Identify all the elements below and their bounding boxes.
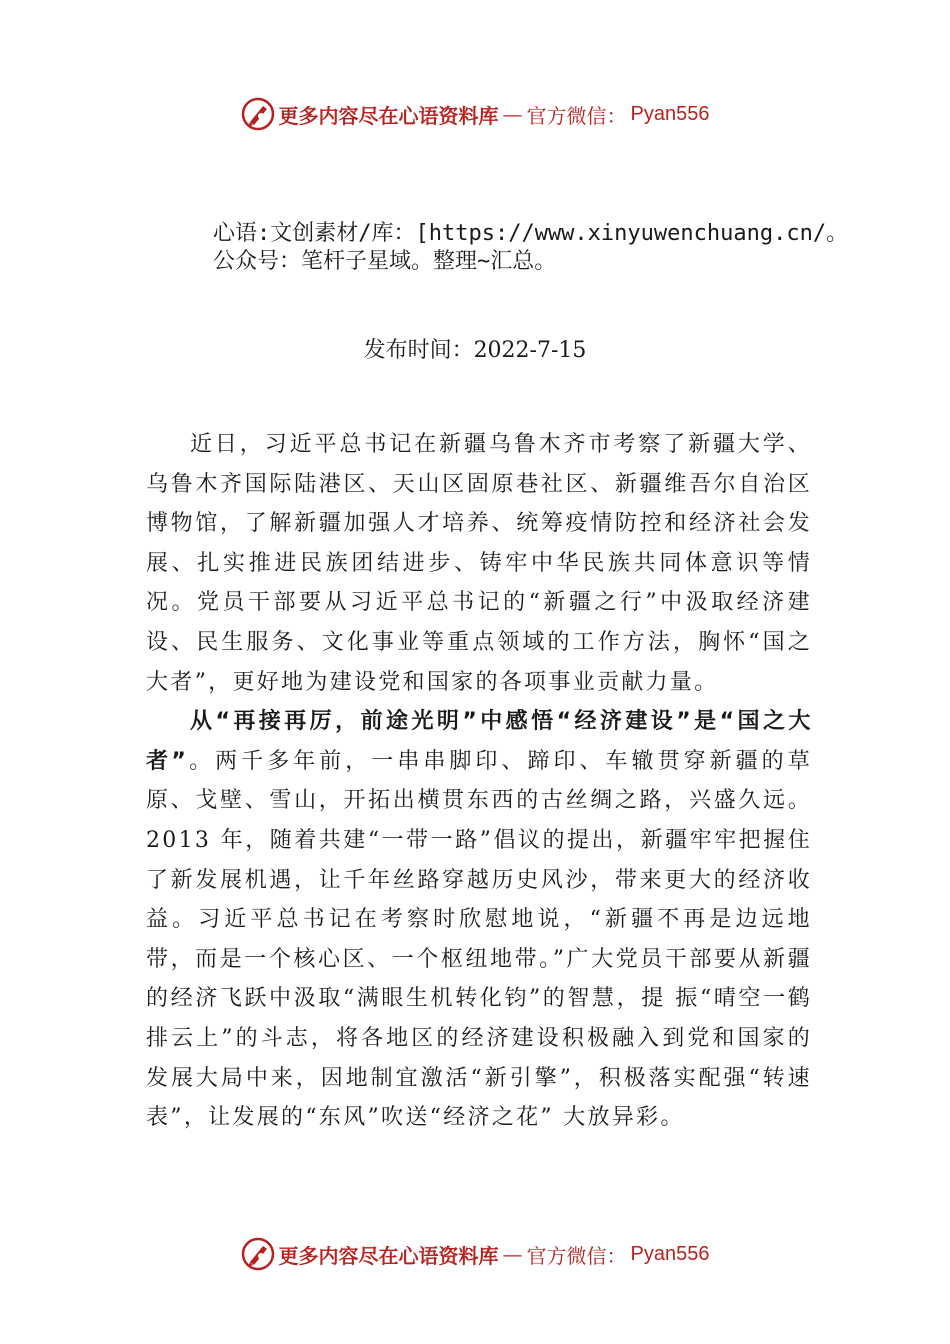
paragraph-1: 近日，习近平总书记在新疆乌鲁木齐市考察了新疆大学、乌鲁木齐国际陆港区、天山区固原巷社区、新疆维吾尔自治区博物馆，了解新疆加强人才培养、统筹疫情防控和经济社会发展、扎实推进民族团结进步、铸牢中华民族共同体意识等情况。党员干部要从习近平总书记的“新疆之行”中汲取经济建设、民生服务、文化事业等重点领域的工作方法，胸怀“国之大者”，更好地为建设党和国家的各项事业贡献力量。 <box>146 432 812 695</box>
publish-date: 发布时间：2022-7-15 <box>363 338 587 363</box>
pen-seal-logo-icon <box>241 97 275 131</box>
article-body <box>146 425 812 1138</box>
source-note: 心语:文创素材/库：[https://www.xinyuwenchuang.cn/。公众号：笔杆子星域。整理~汇总。 <box>213 221 849 274</box>
paragraph-2 <box>146 702 812 1138</box>
footer-banner <box>0 1232 950 1276</box>
paragraph-2-lead: 从“再接再厉，前途光明”中感悟“经济建设”是“国之大者” <box>146 709 812 774</box>
banner-wechat-id: Pyan556 <box>630 102 710 125</box>
header-banner <box>0 92 950 136</box>
header-banner-content <box>241 97 710 131</box>
banner-dash: — <box>502 102 523 126</box>
banner-wechat-label: 官方微信： <box>526 1243 627 1268</box>
banner-main-text: 更多内容尽在心语资料库 <box>278 1243 499 1268</box>
banner-wechat-label: 官方微信： <box>526 103 627 128</box>
banner-main-text: 更多内容尽在心语资料库 <box>278 103 499 128</box>
banner-wechat-id: Pyan556 <box>630 1242 710 1265</box>
banner-dash: — <box>502 1242 523 1266</box>
pen-seal-logo-icon <box>241 1237 275 1271</box>
footer-banner-content <box>241 1237 710 1271</box>
paragraph-2-body: 。两千多年前，一串串脚印、蹄印、车辙贯穿新疆的草原、戈壁、雪山，开拓出横贯东西的古丝绸之路，兴盛久远。2013 年，随着共建“一带一路”倡议的提出，新疆牢牢把握住了新发展机遇，让千年丝路穿越历史风沙，带来更大的经济收益。习近平总书记在考察时欣慰地说，“新疆不再是边远地带，而是一个核心区、一个枢纽地带。”广大党员干部要从新疆的经济飞跃中汲取“满眼生机转化钧”的智慧，提 振“晴空一鹤排云上”的斗志，将各地区的经济建设积极融入到党和国家的发展大局中来，因地制宜激活“新引擎”，积极落实配强“转速表”，让发展的“东风”吹送“经济之花” 大放异彩。 <box>146 748 812 1131</box>
